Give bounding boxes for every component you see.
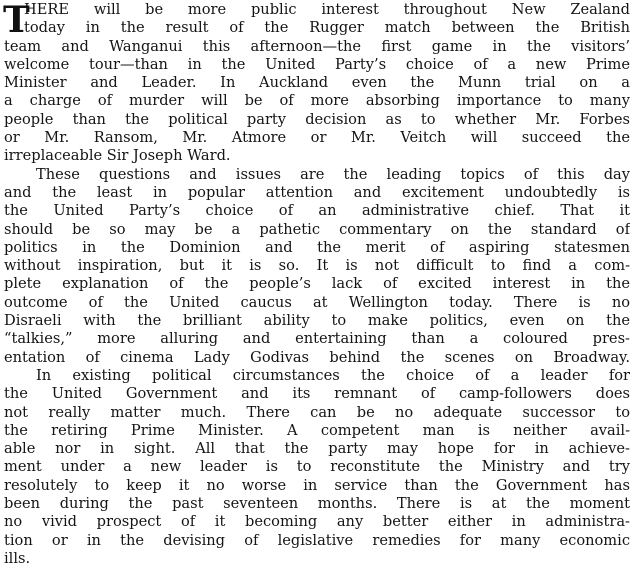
text-line: Minister and Leader. In Auckland even the Munn trial on a xyxy=(4,74,630,92)
text-line: HERE will be more public interest throughout New Zealand xyxy=(24,1,630,18)
article-body xyxy=(4,1,630,568)
text-line: resolutely to keep it no worse in service than the Government has xyxy=(4,476,630,494)
text-line: plete explanation of the people’s lack of excited interest in the xyxy=(4,275,630,293)
text-line: ills. xyxy=(4,549,31,567)
text-line: or Mr. Ransom, Mr. Atmore or Mr. Veitch will succeed the xyxy=(4,129,630,147)
text-line: politics in the Dominion and the merit of aspiring statesmen xyxy=(4,238,630,256)
text-line: today in the result of the Rugger match between the British xyxy=(24,19,630,37)
text-line: people than the political party decision as to whether Mr. Forbes xyxy=(4,110,630,128)
text-line: the United Party’s choice of an administrative chief. That it xyxy=(4,202,630,220)
text-line: able nor in sight. All that the party may hope for in achieve- xyxy=(4,440,630,458)
text-line: welcome tour—than in the United Party’s choice of a new Prime xyxy=(4,55,630,73)
text-line: tion or in the devising of legislative remedies for many economic xyxy=(4,531,630,549)
text-line: without inspiration, but it is so. It is not difficult to find a com- xyxy=(4,257,630,275)
text-line: been during the past seventeen months. There is at the moment xyxy=(4,495,630,513)
text-line: the United Government and its remnant of camp-followers does xyxy=(4,385,630,403)
text-line: irreplaceable Sir Joseph Ward. xyxy=(4,147,231,165)
text-line: should be so may be a pathetic commentary on the standard of xyxy=(4,220,630,238)
text-line: the retiring Prime Minister. A competent man is neither avail- xyxy=(4,421,630,439)
text-line: outcome of the United caucus at Wellington today. There is no xyxy=(4,293,630,311)
text-line: These questions and issues are the leading topics of this day xyxy=(36,165,630,183)
text-line: entation of cinema Lady Godivas behind the scenes on Broadway. xyxy=(4,348,630,366)
text-line: a charge of murder will be of more absorbing importance to many xyxy=(4,92,630,110)
text-line: not really matter much. There can be no adequate successor to xyxy=(4,403,630,421)
text-line: ment under a new leader is to reconstitute the Ministry and try xyxy=(4,458,630,476)
text-line: and the least in popular attention and excitement undoubtedly is xyxy=(4,183,630,201)
text-line: no vivid prospect of it becoming any better either in administra- xyxy=(4,513,630,531)
drop-cap: T xyxy=(3,0,30,41)
text-line: Disraeli with the brilliant ability to make politics, even on the xyxy=(4,312,630,330)
text-line: In existing political circumstances the choice of a leader for xyxy=(36,366,630,384)
text-line: team and Wanganui this afternoon—the first game in the visitors’ xyxy=(4,37,630,55)
text-line: “talkies,” more alluring and entertaining than a coloured pres- xyxy=(4,330,630,348)
